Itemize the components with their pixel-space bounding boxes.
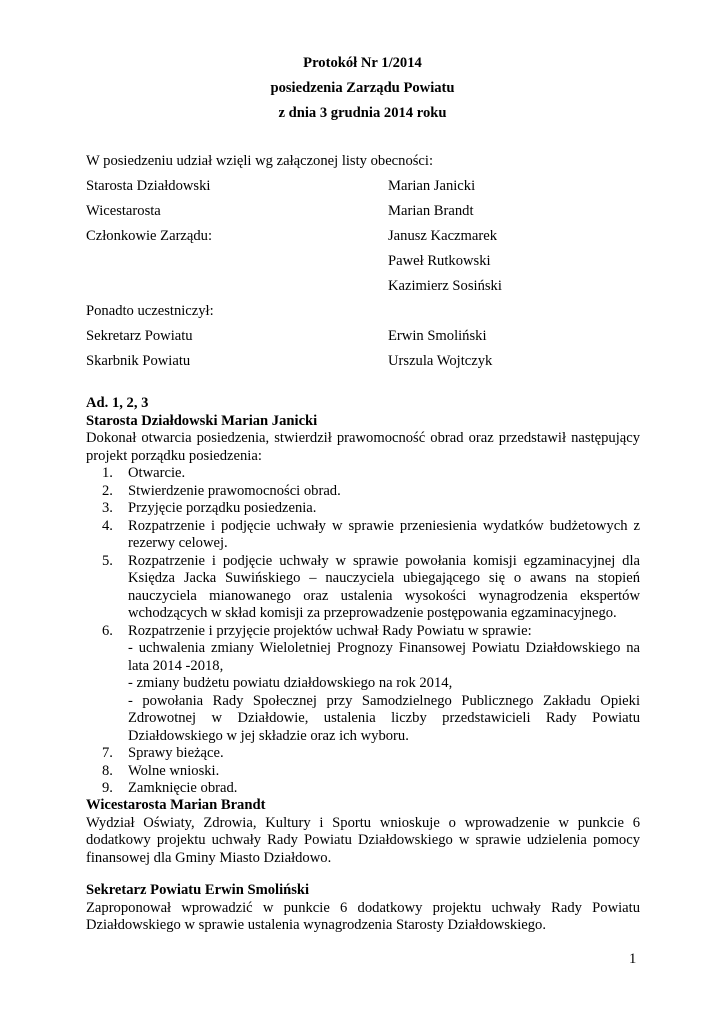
agenda-item-number: 7. xyxy=(102,745,113,761)
agenda-item-text: Wolne wnioski. xyxy=(128,762,220,779)
attendance-name: Urszula Wojtczyk xyxy=(388,353,493,369)
agenda-item xyxy=(86,780,640,798)
agenda-item xyxy=(86,763,640,781)
agenda-item-text: Sprawy bieżące. xyxy=(128,745,224,761)
section-paragraph: Dokonał otwarcia posiedzenia, stwierdził prawomocność obrad oraz przedstawił następujący projekt porządku posiedzenia: xyxy=(86,430,640,464)
agenda-item-text: Stwierdzenie prawomocności obrad. xyxy=(128,482,341,499)
agenda-subitem: - powołania Rady Społecznej przy Samodzielnego Publicznego Zakładu Opieki Zdrowotnej w Działdowie, ustalenia liczby przedstawicieli Rady Powiatu Działdowskiego w jej składzie oraz ich wyboru. xyxy=(128,692,640,744)
agenda-item-text: Przyjęcie porządku posiedzenia. xyxy=(128,500,317,516)
section-agenda xyxy=(86,395,640,798)
agenda-item-number: 2. xyxy=(102,482,113,499)
agenda-item xyxy=(86,553,640,623)
agenda-item-number: 8. xyxy=(102,762,113,779)
protocol-subtitle: posiedzenia Zarządu Powiatu xyxy=(270,80,455,96)
agenda-item-text: Otwarcie. xyxy=(128,465,186,481)
protocol-date: z dnia 3 grudnia 2014 roku xyxy=(278,105,447,121)
agenda-item xyxy=(86,465,640,483)
section-paragraph: Zaproponował wprowadzić w punkcie 6 dodatkowy projektu uchwały Rady Powiatu Działdowskiego w sprawie ustalenia wynagrodzenia Starosty Działdowskiego. xyxy=(86,899,640,933)
section-secretary xyxy=(86,882,640,935)
agenda-item xyxy=(86,500,640,518)
agenda-item xyxy=(86,483,640,501)
agenda-item xyxy=(86,745,640,763)
attendance-role: Wicestarosta xyxy=(86,203,161,219)
protocol-title: Protokół Nr 1/2014 xyxy=(303,55,422,71)
attendance-role: Sekretarz Powiatu xyxy=(86,328,193,344)
attendance-name: Janusz Kaczmarek xyxy=(388,228,497,244)
agenda-item xyxy=(86,623,640,746)
section-paragraph: Wydział Oświaty, Zdrowia, Kultury i Sportu wnioskuje o wprowadzenie w punkcie 6 dodatkowy projektu uchwały Rady Powiatu Działdowskiego w sprawie udzielenia pomocy finansowej dla Gminy Miasto Działdowo. xyxy=(86,814,640,866)
agenda-item-text: Rozpatrzenie i podjęcie uchwały w sprawie powołania komisji egzaminacyjnej dla Księdza Jacka Suwińskiego – nauczyciela ubiegającego się o awans na stopień nauczyciela mianowanego oraz ustalenia wysokości wynagrodzenia ekspertów wchodzących w skład komisji za przeprowadzenie postępowania egzaminacyjnego. xyxy=(128,552,640,621)
attendance-intro: W posiedzeniu udział wzięli wg załączonej listy obecności: xyxy=(86,153,434,169)
agenda-item xyxy=(86,518,640,553)
attendance-name: Erwin Smoliński xyxy=(388,328,487,344)
agenda-item-number: 4. xyxy=(102,517,113,534)
speaker-heading: Starosta Działdowski Marian Janicki xyxy=(86,412,318,429)
agenda-item-text: Rozpatrzenie i przyjęcie projektów uchwał Rady Powiatu w sprawie: xyxy=(128,622,532,639)
attendance-name: Kazimierz Sosiński xyxy=(388,278,502,294)
section-deputy-starost xyxy=(86,797,640,867)
agenda-item-number: 9. xyxy=(102,780,113,796)
agenda-item-number: 5. xyxy=(102,552,113,569)
page-number: 1 xyxy=(629,951,637,967)
agenda-list xyxy=(86,465,640,798)
attendance-role: Starosta Działdowski xyxy=(86,178,211,194)
agenda-subitem: - uchwalenia zmiany Wieloletniej Prognozy Finansowej Powiatu Działdowskiego na lata 2014 -2018, xyxy=(128,640,640,674)
speaker-heading: Sekretarz Powiatu Erwin Smoliński xyxy=(86,882,310,898)
agenda-item-number: 6. xyxy=(102,622,113,639)
attendance-name: Marian Brandt xyxy=(388,203,474,219)
speaker-heading: Wicestarosta Marian Brandt xyxy=(86,797,266,813)
attendance-name: Paweł Rutkowski xyxy=(388,253,491,269)
agenda-subitem: - zmiany budżetu powiatu działdowskiego na rok 2014, xyxy=(128,675,453,691)
also-attended-intro: Ponadto uczestniczył: xyxy=(86,303,214,319)
agenda-item-text: Zamknięcie obrad. xyxy=(128,780,238,796)
attendance-role: Skarbnik Powiatu xyxy=(86,353,191,369)
agenda-item-text: Rozpatrzenie i podjęcie uchwały w sprawie przeniesienia wydatków budżetowych z rezerwy celowej. xyxy=(128,517,640,551)
agenda-item-number: 3. xyxy=(102,500,113,516)
attendance-name: Marian Janicki xyxy=(388,178,476,194)
section-ad-heading: Ad. 1, 2, 3 xyxy=(86,395,149,411)
attendance-role: Członkowie Zarządu: xyxy=(86,228,213,244)
agenda-item-number: 1. xyxy=(102,465,113,481)
